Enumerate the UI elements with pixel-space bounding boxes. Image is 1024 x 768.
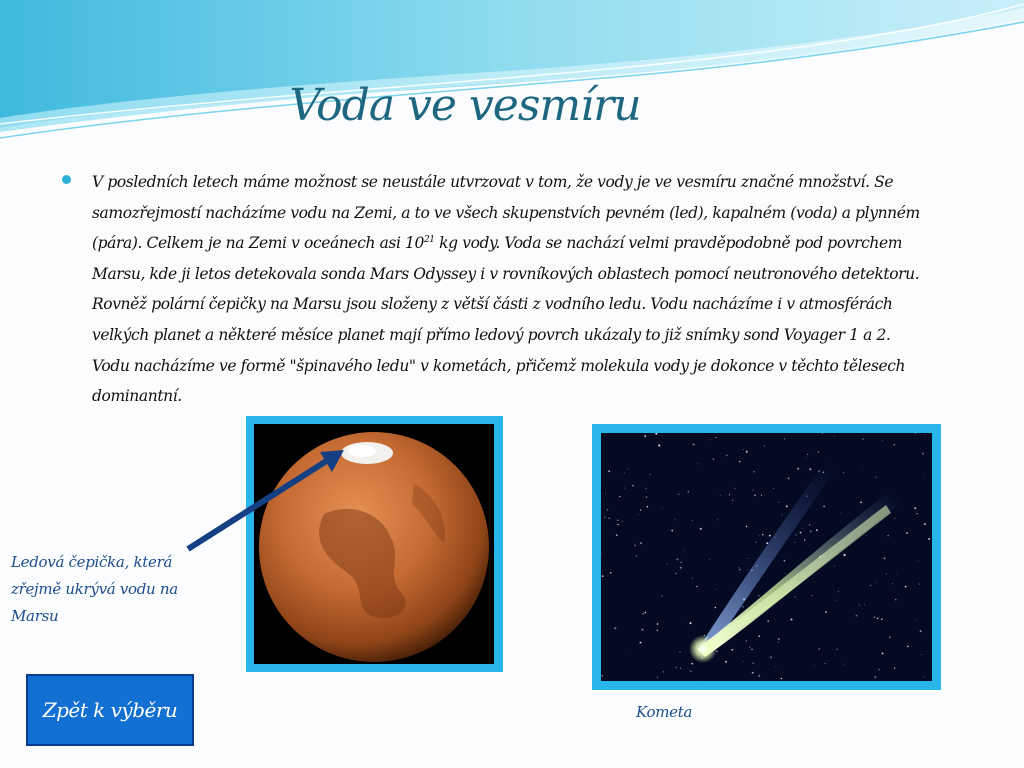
body-line: velkých planet a některé měsíce planet mají přímo ledový povrch ukázaly to již snímky sond Voyager 1 a 2.: [92, 325, 891, 344]
comet-caption: Kometa: [636, 703, 693, 721]
comet-image-frame: [592, 424, 941, 690]
body-line: kg vody. Voda se nachází velmi pravděpodobně pod povrchem: [434, 234, 903, 253]
bullet-icon: [62, 175, 71, 184]
comet-image: [601, 433, 932, 681]
mars-caption: Ledová čepička, která zřejmě ukrývá vodu na Marsu: [11, 553, 178, 625]
back-to-selection-button[interactable]: Zpět k výběru: [26, 674, 194, 746]
body-line: dominantní.: [92, 387, 182, 406]
exponent: 21: [423, 235, 435, 246]
mars-image-frame: [246, 416, 503, 672]
body-line: Vodu nacházíme ve formě "špinavého ledu" v kometách, přičemž molekula vody je dokonce v těchto tělesech: [92, 356, 906, 375]
slide-title: Voda ve vesmíru: [289, 80, 641, 131]
mars-image: [254, 424, 494, 664]
body-line: (pára). Celkem je na Zemi v oceánech asi 10: [92, 234, 424, 253]
body-line: Rovněž polární čepičky na Marsu jsou složeny z větší části z vodního ledu. Vodu nacházíme i v atmosférách: [92, 295, 893, 314]
body-line: samozřejmostí nacházíme vodu na Zemi, a to ve všech skupenstvích pevném (led), kapalném (voda) a plynném: [92, 203, 920, 222]
body-line: V posledních letech máme možnost se neustále utvrzovat v tom, že vody je ve vesmíru značné množství. Se: [92, 173, 894, 191]
body-paragraph: [92, 167, 972, 412]
body-line: Marsu, kde ji letos detekovala sonda Mars Odyssey i v rovníkových oblastech pomocí neutronového detektoru.: [92, 264, 920, 283]
